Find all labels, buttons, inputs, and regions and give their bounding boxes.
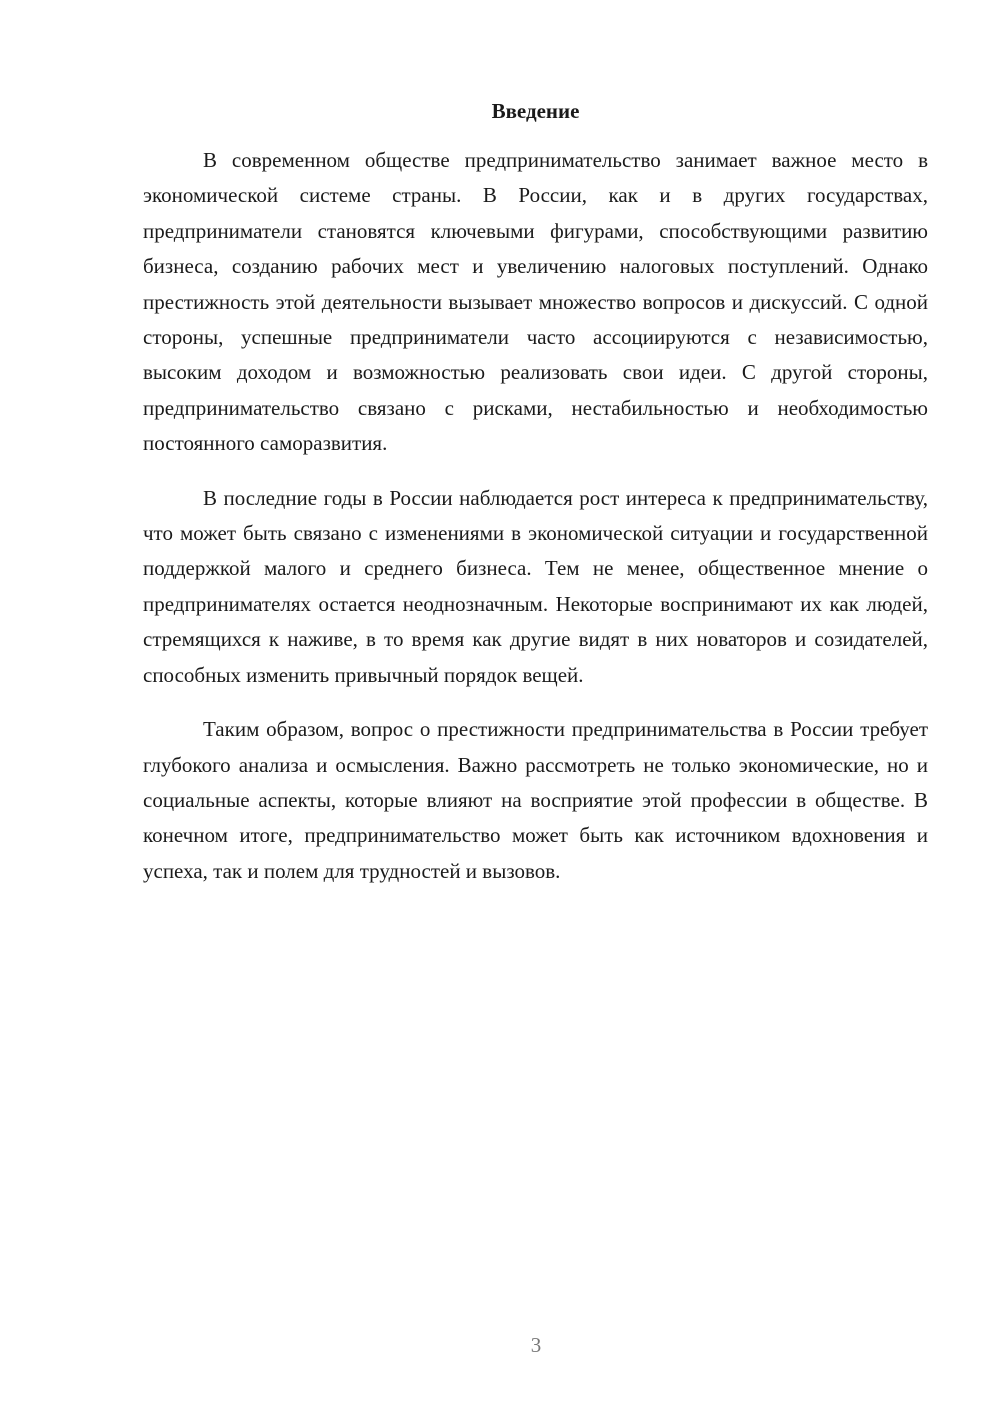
page-number: 3 <box>530 1333 542 1357</box>
paragraph-3: Таким образом, вопрос о престижности предпринимательства в России требует глубокого анализа и осмысления. Важно рассмотреть не только экономические, но и социальные аспекты, которые влияют на восприятие этой профессии в обществе. В конечном итоге, предпринимательство может быть как источником вдохновения и успеха, так и полем для трудностей и вызовов. <box>143 717 928 883</box>
document-body <box>143 96 928 908</box>
paragraph-1: В современном обществе предпринимательство занимает важное место в экономической системе страны. В России, как и в других государствах, предприниматели становятся ключевыми фигурами, способствующими развитию бизнеса, созданию рабочих мест и увеличению налоговых поступлений. Однако престижность этой деятельности вызывает множество вопросов и дискуссий. С одной стороны, успешные предприниматели часто ассоциируются с независимостью, высоким доходом и возможностью реализовать свои идеи. С другой стороны, предпринимательство связано с рисками, нестабильностью и необходимостью постоянного саморазвития. <box>143 148 928 456</box>
section-title: Введение <box>491 99 580 123</box>
paragraph-2: В последние годы в России наблюдается рост интереса к предпринимательству, что может быть связано с изменениями в экономической ситуации и государственной поддержкой малого и среднего бизнеса. Тем не менее, общественное мнение о предпринимателях остается неоднозначным. Некоторые воспринимают их как людей, стремящихся к наживе, в то время как другие видят в них новаторов и созидателей, способных изменить привычный порядок вещей. <box>143 485 928 687</box>
